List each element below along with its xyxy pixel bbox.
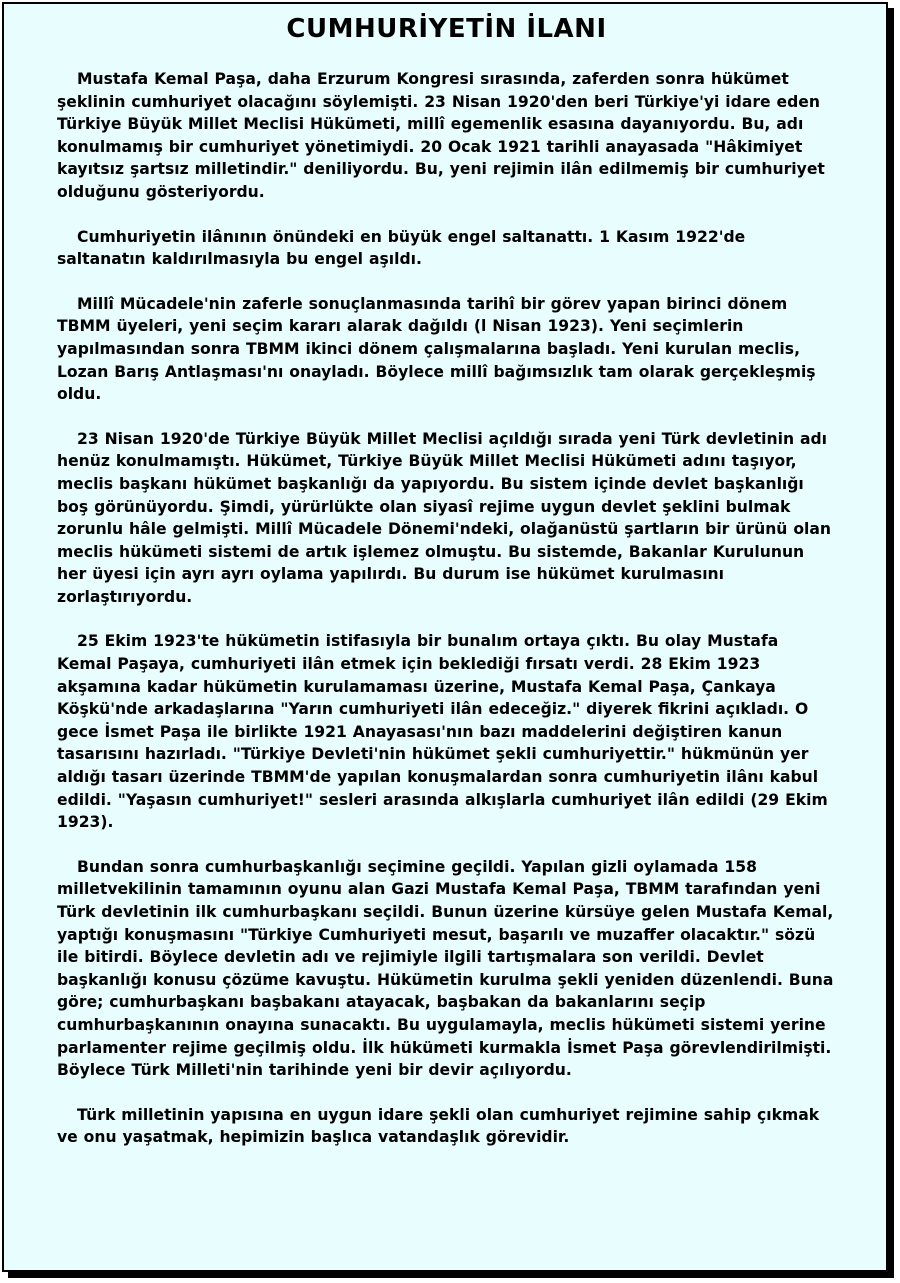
paragraph-cumhuriyet-ilani: 25 Ekim 1923'te hükümetin istifasıyla bir bunalım ortaya çıktı. Bu olay Mustafa Kemal Paşaya, cumhuriyeti ilân etmek için beklediği fırsatı verdi. 28 Ekim 1923 akşamına kadar hükümetin kurulamaması üzerine, Mustafa Kemal Paşa, Çankaya Köşkü'nde arkadaşlarına "Yarın cumhuriyeti ilân edeceğiz." diyerek fikrini açıkladı. O gece İsmet Paşa ile birlikte 1921 Anayasası'nın bazı maddelerini değiştiren kanun tasarısını hazırladı. "Türkiye Devleti'nin hükümet şekli cumhuriyettir." hükmünün yer aldığı tasarı üzerinde TBMM'de yapılan konuşmalardan sonra cumhuriyetin ilânı kabul edildi. "Yaşasın cumhuriyet!" sesleri arasında alkışlarla cumhuriyet ilân edildi (29 Ekim 1923). [57,632,828,832]
paragraph-cumhurbaskanligi: Bundan sonra cumhurbaşkanlığı seçimine geçildi. Yapılan gizli oylamada 158 milletvekilinin tamamının oyunu alan Gazi Mustafa Kemal Paşa, TBMM tarafından yeni Türk devletinin ilk cumhurbaşkanı seçildi. Bunun üzerine kürsüye gelen Mustafa Kemal, yaptığı konuşmasını "Türkiye Cumhuriyeti mesut, başarılı ve muzaffer olacaktır." sözü ile bitirdi. Böylece devletin adı ve rejimiyle ilgili tartışmalara son verildi. Devlet başkanlığı konusu çözüme kavuştu. Hükümetin kurulma şekli yeniden düzenlendi. Buna göre; cumhurbaşkanı başbakanı atayacak, başbakan da bakanlarını seçip cumhurbaşkanının onayına sunacaktı. Bu uygulamayla, meclis hükümeti sistemi yerine parlamenter rejime geçilmiş oldu. İlk hükümeti kurmakla İsmet Paşa görevlendirilmişti. Böylece Türk Milleti'nin tarihinde yeni bir devir açılıyordu. [57,857,834,1080]
paragraph-saltanat: Cumhuriyetin ilânının önündeki en büyük engel saltanattı. 1 Kasım 1922'de saltanatın kaldırılmasıyla bu engel aşıldı. [57,227,746,269]
paragraph-tbmm-hukumeti: 23 Nisan 1920'de Türkiye Büyük Millet Meclisi açıldığı sırada yeni Türk devletinin adı henüz konulmamıştı. Hükümet, Türkiye Büyük Millet Meclisi Hükümeti adını taşıyor, meclis başkanı hükümet başkanlığı da yapıyordu. Bu sistem içinde devlet başkanlığı boş görünüyordu. Şimdi, yürürlükte olan siyasî rejime uygun devlet şeklini bulmak zorunlu hâle gelmişti. Millî Mücadele Dönemi'ndeki, olağanüstü şartların bir ürünü olan meclis hükümeti sistemi de artık işlemez olmuştu. Bu sistemde, Bakanlar Kurulunun her üyesi için ayrı ayrı oylama yapılırdı. Bu durum ise hükümet kurulmasını zorlaştırıyordu. [57,429,832,606]
paragraph-vatandaslik: Türk milletinin yapısına en uygun idare şekli olan cumhuriyet rejimine sahip çıkmak ve onu yaşatmak, hepimizin başlıca vatandaşlık görevidir. [57,1105,820,1147]
paragraph-milli-mucadele: Millî Mücadele'nin zaferle sonuçlanmasında tarihî bir görev yapan birinci dönem TBMM üyeleri, yeni seçim kararı alarak dağıldı (l Nisan 1923). Yeni seçimlerin yapılmasından sonra TBMM ikinci dönem çalışmalarına başladı. Yeni kurulan meclis, Lozan Barış Antlaşması'nı onayladı. Böylece millî bağımsızlık tam olarak gerçekleşmiş oldu. [57,294,816,404]
paragraph-erzurum: Mustafa Kemal Paşa, daha Erzurum Kongresi sırasında, zaferden sonra hükümet şeklinin cumhuriyet olacağını söylemişti. 23 Nisan 1920'den beri Türkiye'yi idare eden Türkiye Büyük Millet Meclisi Hükümeti, millî egemenlik esasına dayanıyordu. Bu, adı konulmamış bir cumhuriyet yönetimiydi. 20 Ocak 1921 tarihli anayasada "Hâkimiyet kayıtsız şartsız milletindir." deniliyordu. Bu, yeni rejimin ilân edilmemiş bir cumhuriyet olduğunu gösteriyordu. [57,70,825,201]
document-title: CUMHURİYETİN İLANI [286,14,607,44]
document-page [2,2,888,1272]
